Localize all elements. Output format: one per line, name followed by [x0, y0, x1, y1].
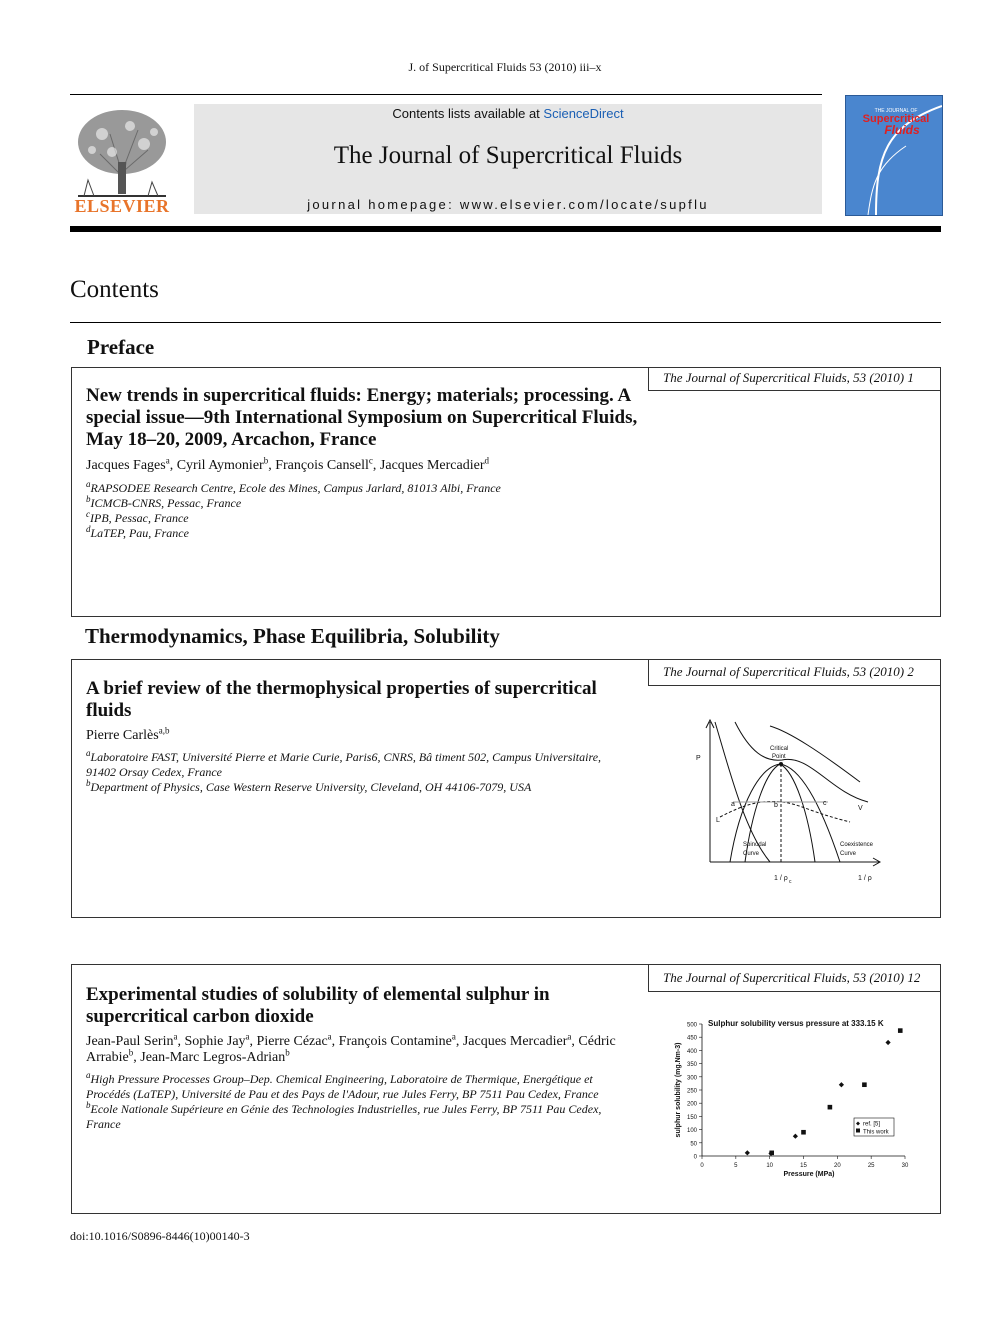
- author-separator: ,: [331, 1034, 339, 1049]
- label-liquid: L: [716, 817, 720, 824]
- chart-y-tick-label: 500: [686, 1022, 697, 1029]
- author-name[interactable]: Pierre Carlès: [86, 728, 159, 743]
- chart-legend-marker-square: [856, 1129, 860, 1133]
- chart-x-tick-label: 0: [700, 1163, 704, 1169]
- affiliation-text: LaTEP, Pau, France: [90, 526, 189, 540]
- chart-y-tick-label: 450: [686, 1035, 697, 1042]
- affiliation-mark: a: [86, 479, 91, 489]
- chart-x-tick-label: 5: [734, 1163, 738, 1169]
- citation-box[interactable]: The Journal of Supercritical Fluids, 53 (2010) 2: [648, 659, 941, 686]
- author-affil-mark: a: [451, 1031, 456, 1042]
- chart-y-tick-label: 50: [690, 1141, 697, 1148]
- author-affil-mark: b: [285, 1047, 290, 1058]
- chart-y-tick-label: 400: [686, 1048, 697, 1055]
- publisher-name: ELSEVIER: [74, 196, 170, 216]
- affiliation: [86, 1102, 626, 1132]
- chart-y-tick-label: 350: [686, 1062, 697, 1069]
- author-name[interactable]: François Cansell: [275, 458, 369, 473]
- author-separator: ,: [455, 1034, 463, 1049]
- label-coexistence: Coexistence: [840, 842, 874, 848]
- sciencedirect-link[interactable]: ScienceDirect: [543, 106, 624, 121]
- chart-x-tick-label: 10: [766, 1163, 774, 1169]
- chart-x-tick-label: 25: [867, 1163, 875, 1169]
- author-affil-mark: a: [567, 1031, 572, 1042]
- affiliation-text: Department of Physics, Case Western Reserve University, Cleveland, OH 44106-7079, USA: [90, 780, 532, 794]
- author-name[interactable]: Jacques Mercadier: [462, 1034, 568, 1049]
- chart-point-ref5: [745, 1150, 750, 1155]
- cover-art: [846, 96, 942, 215]
- affiliation-mark: d: [86, 524, 91, 534]
- article-title[interactable]: A brief review of the thermophysical properties of supercritical fluids: [86, 678, 597, 721]
- chart-x-tick-label: 15: [800, 1163, 807, 1169]
- label-critical: Critical: [770, 746, 789, 752]
- chart-title: Sulphur solubility versus pressure at 333.15 K: [708, 1019, 884, 1028]
- chart-point-this-work: [801, 1130, 806, 1135]
- chart-y-tick-label: 100: [686, 1128, 697, 1135]
- chart-legend-label: This work: [863, 1129, 889, 1136]
- affiliation: [86, 511, 641, 526]
- chart-point-this-work: [862, 1082, 867, 1087]
- label-spinodal: Spinodal: [743, 842, 767, 848]
- affiliation-mark: c: [86, 509, 90, 519]
- chart-point-ref5: [793, 1134, 798, 1139]
- article-title[interactable]: Experimental studies of solubility of elemental sulphur in supercritical carbon dioxide: [86, 984, 550, 1027]
- header-rule: [70, 226, 941, 232]
- chart-point-this-work: [769, 1151, 774, 1156]
- author-list: [86, 455, 641, 474]
- contents-available: [194, 106, 822, 121]
- label-b: b: [774, 802, 778, 809]
- masthead-rule: [70, 94, 822, 95]
- label-a: a: [731, 801, 735, 808]
- cover-line1: THE JOURNAL OF: [874, 108, 918, 114]
- affiliation-list: [86, 750, 631, 795]
- author-name[interactable]: Jean-Paul Serin: [86, 1034, 174, 1049]
- journal-title: The Journal of Supercritical Fluids: [333, 142, 683, 169]
- affiliation-mark: b: [86, 1100, 91, 1110]
- solubility-chart: [668, 1012, 918, 1182]
- affiliation: [86, 526, 641, 541]
- affiliation-mark: a: [86, 1070, 91, 1080]
- critical-isotherm: [735, 722, 868, 802]
- affiliation-mark: b: [86, 494, 91, 504]
- chart-y-tick-label: 0: [693, 1154, 697, 1161]
- author-name[interactable]: Cyril Aymonier: [176, 458, 264, 473]
- affiliation: [86, 1072, 626, 1102]
- author-name[interactable]: Sophie Jay: [184, 1034, 246, 1049]
- label-x-critical-sub: c: [789, 879, 792, 885]
- chart-point-this-work: [828, 1105, 833, 1110]
- affiliation-text: IPB, Pessac, France: [90, 511, 189, 525]
- author-separator: ,: [249, 1034, 257, 1049]
- chart-y-tick-label: 150: [686, 1114, 697, 1121]
- chart-y-tick-label: 200: [686, 1101, 697, 1108]
- article-title[interactable]: New trends in supercritical fluids: Energy; materials; processing. A special issue—9th International Symposium on Supercritical Fluids, May 18–20, 2009, Arcachon, France: [86, 385, 638, 450]
- chart-x-label: Pressure (MPa): [783, 1171, 835, 1178]
- author-name[interactable]: Jacques Fages: [86, 458, 166, 473]
- author-affil-mark: a: [165, 455, 170, 466]
- affiliation: [86, 780, 631, 795]
- doi[interactable]: doi:10.1016/S0896-8446(10)00140-3: [70, 1229, 250, 1243]
- section-heading-preface: Preface: [87, 335, 155, 359]
- label-pressure: P: [696, 755, 701, 762]
- affiliation-mark: b: [86, 778, 91, 788]
- label-c: c: [823, 800, 827, 807]
- author-name[interactable]: Cédric Arrabie: [86, 1034, 616, 1065]
- affiliation-text: Laboratoire FAST, Université Pierre et Marie Curie, Paris6, CNRS, Bâ timent 502, Campus Universitaire, 91402 Orsay Cedex, France: [86, 750, 602, 779]
- author-affil-mark: a: [173, 1031, 178, 1042]
- affiliation: [86, 481, 641, 496]
- author-separator: ,: [571, 1034, 579, 1049]
- author-name[interactable]: Jacques Mercadier: [379, 458, 485, 473]
- chart-x-tick-label: 30: [901, 1163, 909, 1169]
- chart-y-tick-label: 300: [686, 1075, 697, 1082]
- author-affil-mark: c: [368, 455, 373, 466]
- cover-line2: Supercritical: [862, 113, 930, 125]
- chart-x-tick-label: 20: [833, 1163, 841, 1169]
- author-separator: ,: [268, 458, 276, 473]
- label-coexistence-curve: Curve: [840, 851, 857, 857]
- author-affil-mark: a,b: [158, 725, 170, 736]
- page-title: Contents: [70, 276, 159, 303]
- citation-box[interactable]: The Journal of Supercritical Fluids, 53 (2010) 12: [648, 964, 941, 992]
- author-affil-mark: b: [263, 455, 269, 466]
- affiliation-list: [86, 1072, 626, 1132]
- critical-point: [779, 762, 783, 766]
- author-name[interactable]: Jean-Marc Legros-Adrian: [140, 1050, 286, 1065]
- running-head: J. of Supercritical Fluids 53 (2010) iii–x: [408, 60, 602, 74]
- citation-box[interactable]: The Journal of Supercritical Fluids, 53 (2010) 1: [648, 367, 941, 391]
- subcritical-isotherm: [720, 802, 850, 822]
- author-separator: ,: [177, 1034, 185, 1049]
- affiliation: [86, 496, 641, 511]
- section-heading-thermodynamics: Thermodynamics, Phase Equilibria, Solubility: [85, 624, 500, 648]
- chart-point-this-work: [898, 1028, 903, 1033]
- journal-cover[interactable]: [845, 95, 943, 216]
- affiliation-text: High Pressure Processes Group–Dep. Chemical Engineering, Laboratoire de Thermique, Energétique et Procédés (LaTEP), Université de Pau et des Pays de l'Adour, rue Jules Ferry, BP 7511 Pau Cedex, France: [86, 1072, 599, 1101]
- label-spinodal-curve: Curve: [743, 851, 760, 857]
- label-point: Point: [772, 754, 786, 760]
- author-separator: ,: [372, 458, 380, 473]
- chart-point-ref5: [839, 1082, 844, 1087]
- label-x-density: 1 / ρ: [858, 875, 872, 882]
- author-name[interactable]: François Contamine: [338, 1034, 452, 1049]
- affiliation-text: RAPSODEE Research Centre, Ecole des Mines, Campus Jarlard, 81013 Albi, France: [90, 481, 501, 495]
- phase-diagram: [690, 712, 890, 887]
- author-separator: ,: [133, 1050, 141, 1065]
- affiliation-text: ICMCB-CNRS, Pessac, France: [90, 496, 242, 510]
- label-x-critical: 1 / ρ: [774, 875, 788, 882]
- author-affil-mark: d: [484, 455, 489, 466]
- cover-line3: Fluids: [884, 123, 920, 137]
- journal-homepage[interactable]: journal homepage: www.elsevier.com/locate/supflu: [307, 197, 709, 212]
- chart-point-ref5: [885, 1040, 890, 1045]
- author-list: [86, 1031, 626, 1066]
- author-affil-mark: b: [128, 1047, 134, 1058]
- author-list: [86, 725, 641, 744]
- chart-y-tick-label: 250: [686, 1088, 697, 1095]
- affiliation-text: Ecole Nationale Supérieure en Génie des Technologies Industrielles, rue Jules Ferry, BP 7511 Pau Cedex, France: [86, 1102, 602, 1131]
- chart-legend-label: ref. [5]: [863, 1121, 881, 1128]
- author-affil-mark: a: [327, 1031, 332, 1042]
- affiliation-mark: a: [86, 748, 91, 758]
- contents-prefix: Contents lists available at: [392, 106, 544, 121]
- author-name[interactable]: Pierre Cézac: [256, 1034, 328, 1049]
- title-rule: [70, 322, 941, 323]
- label-vapour: V: [858, 805, 863, 812]
- author-separator: ,: [169, 458, 177, 473]
- chart-y-label: sulphur solubility (mg.Nm-3): [675, 1042, 682, 1138]
- affiliation-list: [86, 481, 641, 541]
- author-affil-mark: a: [245, 1031, 250, 1042]
- affiliation: [86, 750, 631, 780]
